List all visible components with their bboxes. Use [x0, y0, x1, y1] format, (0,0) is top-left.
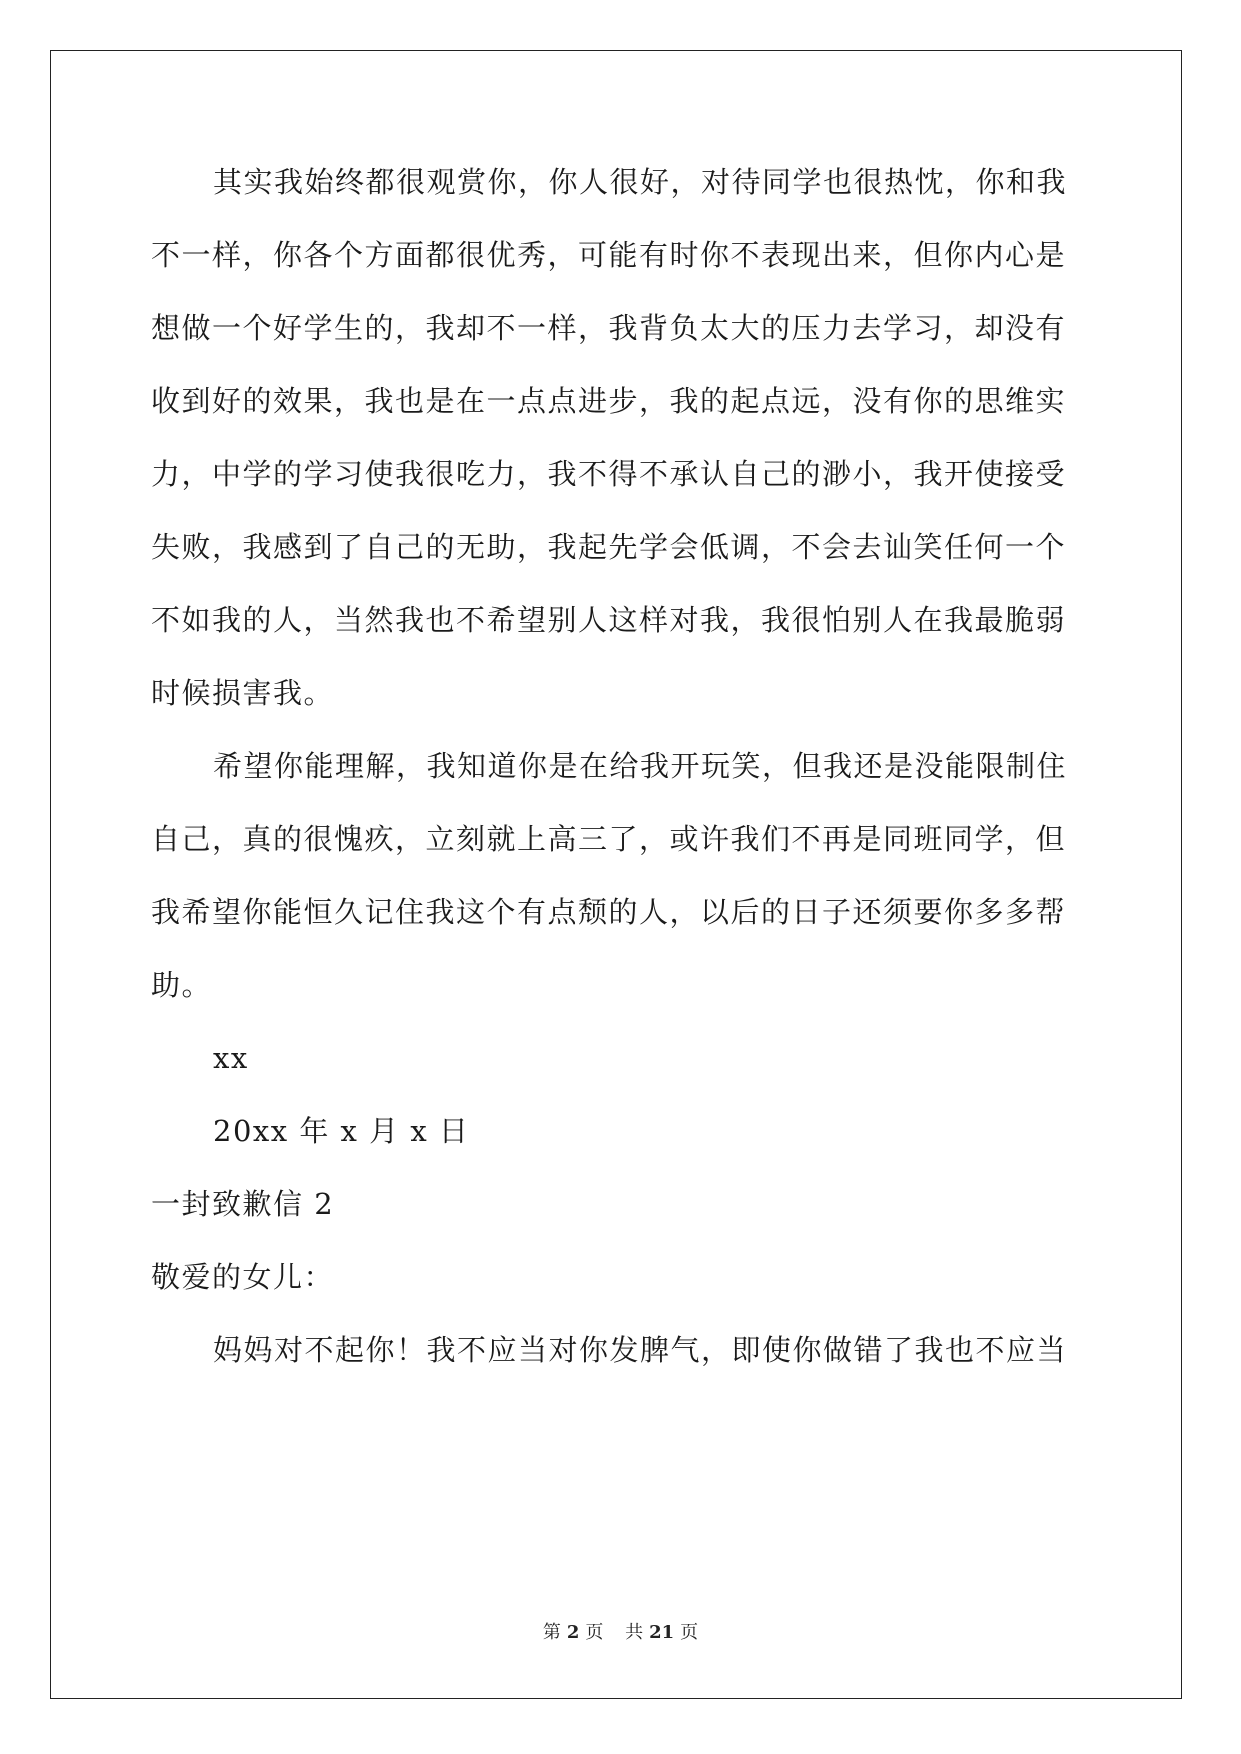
paragraph-1-line-5: 力，中学的学习使我很吃力，我不得不承认自己的渺小，我开使接受 [151, 457, 1067, 491]
paragraph-2-line-1: 希望你能理解，我知道你是在给我开玩笑，但我还是没能限制住 [213, 749, 1068, 783]
page-border [50, 50, 1182, 1699]
paragraph-2-line-4: 助。 [151, 968, 213, 1002]
salutation: 敬爱的女儿： [151, 1260, 335, 1294]
paragraph-1-line-8: 时候损害我。 [151, 676, 335, 710]
letter-2-title: 一封致歉信 2 [151, 1187, 335, 1221]
date: 20xx 年 x 月 x 日 [213, 1114, 470, 1148]
paragraph-1-line-3: 想做一个好学生的，我却不一样，我背负太大的压力去学习，却没有 [151, 311, 1067, 345]
page-number: 第 2 页 [542, 1622, 604, 1643]
page-total: 共 21 页 [625, 1622, 699, 1643]
paragraph-1-line-1: 其实我始终都很观赏你，你人很好，对待同学也很热忱，你和我 [213, 165, 1068, 199]
paragraph-1-line-7: 不如我的人，当然我也不希望别人这样对我，我很怕别人在我最脆弱 [151, 603, 1067, 637]
page-footer [0, 1618, 1241, 1644]
paragraph-3-line-1: 妈妈对不起你！我不应当对你发脾气，即使你做错了我也不应当 [213, 1333, 1068, 1367]
paragraph-1-line-4: 收到好的效果，我也是在一点点进步，我的起点远，没有你的思维实 [151, 384, 1067, 418]
paragraph-1-line-2: 不一样，你各个方面都很优秀，可能有时你不表现出来，但你内心是 [151, 238, 1067, 272]
paragraph-2-line-2: 自己，真的很愧疚，立刻就上高三了，或许我们不再是同班同学，但 [151, 822, 1067, 856]
signature: xx [213, 1041, 249, 1075]
paragraph-1-line-6: 失败，我感到了自己的无助，我起先学会低调，不会去讪笑任何一个 [151, 530, 1067, 564]
paragraph-2-line-3: 我希望你能恒久记住我这个有点颓的人，以后的日子还须要你多多帮 [151, 895, 1067, 929]
